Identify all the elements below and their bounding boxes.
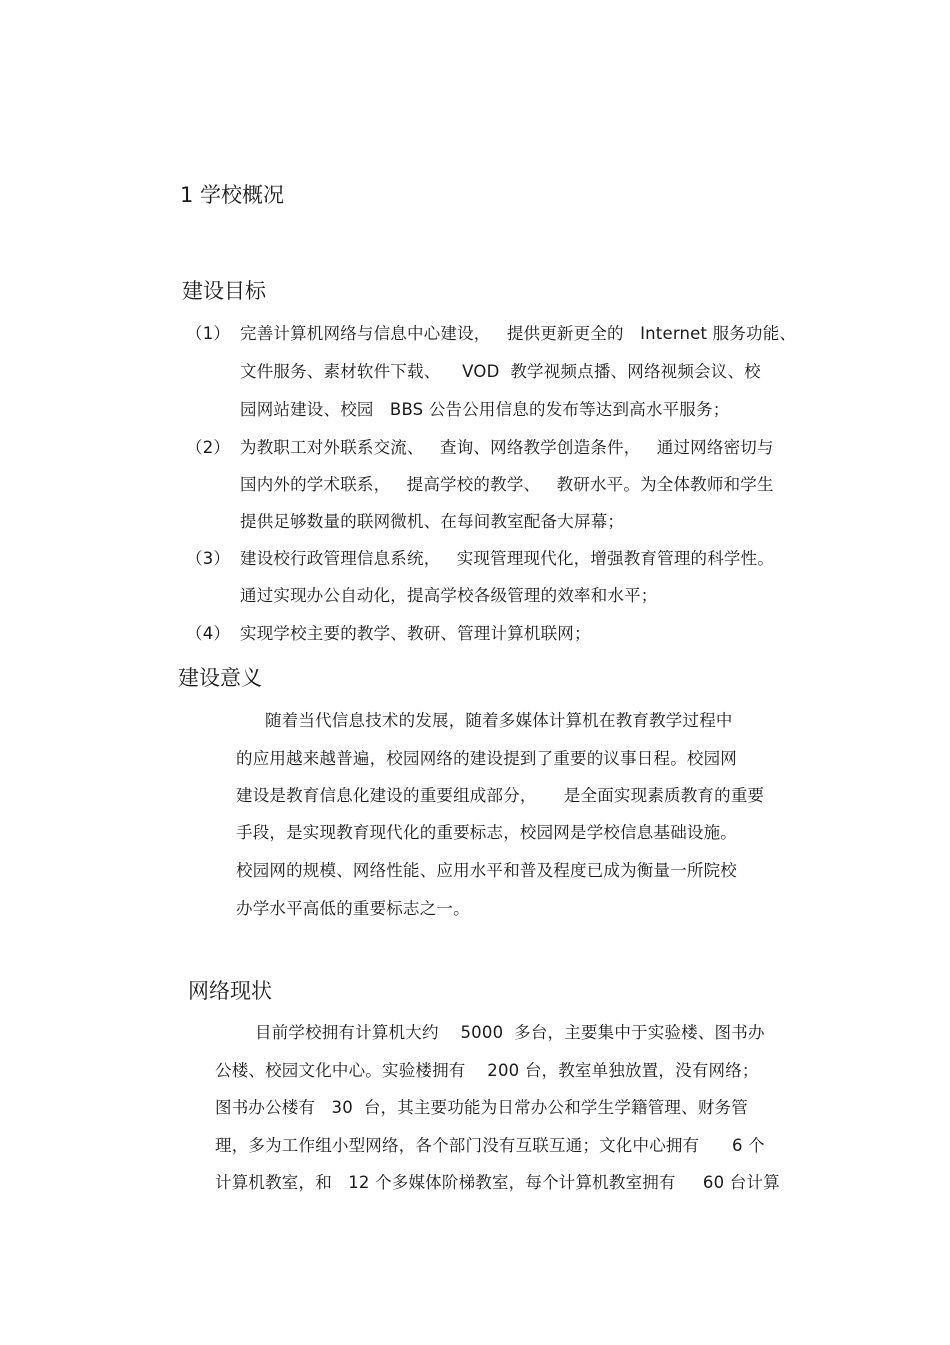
paragraph-line: 随着当代信息技术的发展，随着多媒体计算机在教育教学过程中 [265,711,733,730]
goal-number: （3） [186,549,231,568]
paragraph-line: 图书办公楼有 30 台，其主要功能为日常办公和学生学籍管理、财务管 [215,1098,748,1117]
paragraph-line: 目前学校拥有计算机大约 5000 多台，主要集中于实验楼、图书办 [255,1023,765,1042]
goals-heading: 建设目标 [182,279,266,303]
goal-line: 完善计算机网络与信息中心建设， 提供更新更全的 Internet 服务功能、 [240,324,797,343]
network-status-heading: 网络现状 [188,979,272,1003]
significance-heading: 建设意义 [178,666,262,690]
goal-line: 建设校行政管理信息系统， 实现管理现代化，增强教育管理的科学性。 [240,549,775,568]
goal-line: 实现学校主要的教学、教研、管理计算机联网； [240,624,591,643]
paragraph-line: 建设是教育信息化建设的重要组成部分， 是全面实现素质教育的重要 [236,786,765,805]
goal-line: 园网站建设、校园 BBS 公告公用信息的发布等达到高水平服务； [240,400,730,419]
goal-number: （2） [186,438,231,457]
goal-line: 为教职工对外联系交流、 查询、网络教学创造条件， 通过网络密切与 [240,438,774,457]
paragraph-line: 理，多为工作组小型网络，各个部门没有互联互通；文化中心拥有 6 个 [215,1136,765,1155]
section-title: 1 学校概况 [180,183,285,207]
paragraph-line: 办学水平高低的重要标志之一。 [236,899,470,918]
goal-line: 文件服务、素材软件下载、 VOD 教学视频点播、网络视频会议、校 [240,362,761,381]
goal-number: （4） [186,624,231,643]
paragraph-line: 的应用越来越普遍，校园网络的建设提到了重要的议事日程。校园网 [236,749,737,768]
paragraph-line: 手段，是实现教育现代化的重要标志，校园网是学校信息基础设施。 [236,823,737,842]
goal-line: 提供足够数量的联网微机、在每间教室配备大屏幕； [240,512,625,531]
paragraph-line: 公楼、校园文化中心。实验楼拥有 200 台，教室单独放置，没有网络； [215,1061,759,1080]
paragraph-line: 校园网的规模、网络性能、应用水平和普及程度已成为衡量一所院校 [236,861,737,880]
goal-line: 通过实现办公自动化，提高学校各级管理的效率和水平； [240,586,658,605]
goal-line: 国内外的学术联系， 提高学校的教学、 教研水平。为全体教师和学生 [240,475,774,494]
paragraph-line: 计算机教室，和 12 个多媒体阶梯教室，每个计算机教室拥有 60 台计算 [215,1173,780,1192]
goal-number: （1） [186,324,231,343]
